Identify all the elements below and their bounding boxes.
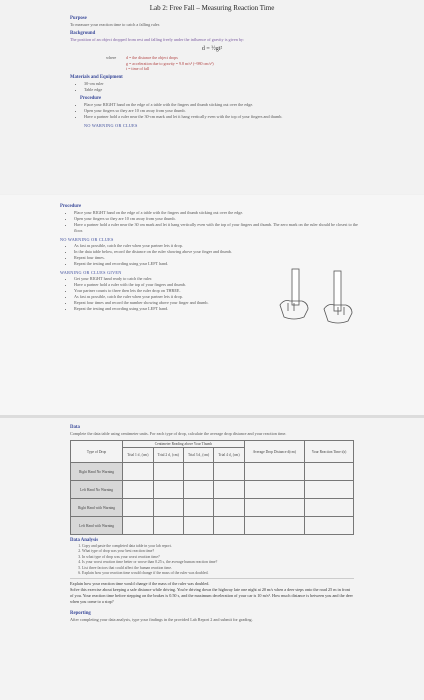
list-item: 5. List three factors that could affect the human reaction time. (82, 566, 354, 571)
where-label: where (106, 55, 117, 60)
where-item: d = the distance the object drops (126, 55, 178, 60)
procedure-heading: Procedure (60, 204, 82, 209)
no-warning-heading: NO WARNING OR CLUES (60, 237, 114, 242)
table-header: Trial 1 d₁ (cm) (123, 448, 153, 463)
table-cell[interactable] (244, 481, 304, 499)
purpose-text: To measure your reaction time to catch a falling ruler. (70, 22, 160, 27)
table-header: Trial 3 d₃ (cm) (183, 448, 213, 463)
list-item: • Repeat the testing and recording using your LEFT hand. (74, 306, 250, 312)
table-row (71, 481, 354, 499)
data-table (70, 440, 354, 535)
where-item: t = time of fall (126, 66, 150, 71)
materials-list (70, 81, 354, 93)
row-label: Right Hand with Warning (71, 499, 123, 517)
table-cell[interactable] (183, 499, 213, 517)
analysis-heading: Data Analysis (70, 538, 99, 543)
list-item: • Table edge (84, 87, 354, 93)
procedure-list (70, 102, 354, 120)
list-item: 6. Explain how your reaction time would change if the mass of the ruler was doubled. (82, 571, 354, 576)
table-header: Your Reaction Time t(s) (305, 441, 354, 463)
background-heading: Background (70, 31, 96, 36)
row-label: Left Hand No Warning (71, 481, 123, 499)
table-cell[interactable] (153, 499, 183, 517)
list-item: • Open your fingers so they are 10 cm away from your thumb. (84, 108, 354, 114)
list-item: • Repeat the testing and recording using your LEFT hand. (74, 261, 250, 267)
list-item: • Repeat four times and record the number showing above your finger and thumb. (74, 300, 250, 306)
table-cell[interactable] (153, 517, 183, 535)
table-cell[interactable] (153, 481, 183, 499)
table-header: Trial 4 d₄ (cm) (214, 448, 244, 463)
warning-given-list (60, 276, 250, 312)
list-item: • Get your RIGHT hand ready to catch the ruler. (74, 276, 250, 282)
list-item: • As fast as possible, catch the ruler when your partner lets it drop. (74, 294, 250, 300)
table-cell[interactable] (305, 463, 354, 481)
list-item: 2. What type of drop was your best reaction time? (82, 549, 354, 554)
page-1 (0, 0, 424, 195)
page-2 (0, 195, 424, 415)
no-warning-list (60, 243, 250, 267)
warning-heading: NO WARNING OR CLUES (84, 122, 138, 128)
table-cell[interactable] (183, 517, 213, 535)
hand-sketch-left (280, 269, 308, 319)
table-cell[interactable] (244, 499, 304, 517)
question-8: Solve this exercise about keeping a safe distance while driving. You're driving down the highway late one night at 20 m/s when a deer steps onto the road 25 m in front of you. Your reaction time before stepping on the brakes is 0.50 s, and the maximum deceleration of your car is 10 m/s². How much distance is between you and the deer when you come to a stop? (70, 587, 353, 605)
background-text: The position of an object dropped from rest and falling freely under the influence of gravity is given by: (70, 37, 245, 42)
list-item: • Open your fingers so they are 10 cm away from your thumb. (74, 216, 364, 222)
table-cell[interactable] (244, 517, 304, 535)
list-item: 1. Copy and paste the completed data table in your lab report. (82, 544, 354, 549)
table-cell[interactable] (123, 481, 153, 499)
list-item: • Your partner counts to three then lets the ruler drop on THREE. (74, 288, 250, 294)
data-text: Complete the data table using centimeter units. For each type of drop, calculate the average drop distance and your reaction time. (70, 431, 287, 436)
list-item: 3. In what type of drop was your worst reaction time? (82, 555, 354, 560)
hand-sketch-right (324, 271, 352, 323)
reporting-heading: Reporting (70, 611, 91, 617)
list-item: 4. Is your worst reaction time better or worse than 0.25 s, the average human reaction time? (82, 560, 354, 565)
table-cell[interactable] (183, 481, 213, 499)
list-item: • Place your RIGHT hand on the edge of a table with the fingers and thumb sticking out over the edge. (84, 102, 354, 108)
list-item: • As fast as possible, catch the ruler when your partner lets it drop. (74, 243, 250, 249)
table-cell[interactable] (305, 481, 354, 499)
reporting-text: After completing your data analysis, type your findings in the provided Lab Report 2 and submit for grading. (70, 617, 253, 623)
list-item: • In the data table below, record the distance on the ruler showing above your finger and thumb. (74, 249, 250, 255)
list-item: • Have a partner hold a ruler near the 30-cm mark and let it hang vertically even with the top of your fingers and thumb. (84, 114, 354, 120)
table-cell[interactable] (214, 481, 244, 499)
materials-heading: Materials and Equipment (70, 74, 123, 80)
ruler-shape (292, 269, 299, 305)
table-cell[interactable] (244, 463, 304, 481)
question-7: Explain how your reaction time would change if the mass of the ruler was doubled. (70, 581, 210, 587)
table-cell[interactable] (305, 499, 354, 517)
row-label: Right Hand No Warning (71, 463, 123, 481)
table-header: Trial 2 d₂ (cm) (153, 448, 183, 463)
table-cell[interactable] (153, 463, 183, 481)
procedure-heading: Procedure (80, 95, 102, 101)
table-cell[interactable] (214, 517, 244, 535)
list-item: • Place your RIGHT hand on the edge of a table with the fingers and thumb sticking out over the edge. (74, 210, 364, 216)
list-item: • 30-cm ruler (84, 81, 354, 87)
table-header: Type of Drop (71, 441, 123, 463)
analysis-list (70, 544, 354, 576)
purpose-heading: Purpose (70, 16, 87, 21)
table-cell[interactable] (214, 499, 244, 517)
table-row (71, 517, 354, 535)
table-cell[interactable] (123, 517, 153, 535)
where-item: g = acceleration due to gravity = 9.8 m/s² (~980 cm/s²) (126, 60, 214, 66)
table-caption: Centimeter Reading above Your Thumb (123, 441, 245, 448)
table-cell[interactable] (183, 463, 213, 481)
list-item: • Have a partner hold a ruler near the 30 cm mark and let it hang vertically even with the top of your fingers and thumb. The zero mark on the ruler should be closest to the floor. (74, 222, 364, 234)
table-cell[interactable] (305, 517, 354, 535)
table-row (71, 463, 354, 481)
procedure-list (60, 210, 364, 234)
row-label: Left Hand with Warning (71, 517, 123, 535)
warning-given-heading: WARNING OR CLUES GIVEN (60, 270, 122, 275)
data-heading: Data (70, 425, 80, 430)
ruler-catch-illustration (274, 265, 364, 335)
list-item: • Have a partner hold a ruler with the top of your fingers and thumb. (74, 282, 250, 288)
list-item: • Repeat four times. (74, 255, 250, 261)
table-cell[interactable] (214, 463, 244, 481)
table-header: Average Drop Distance d(cm) (244, 441, 304, 463)
table-row (71, 499, 354, 517)
lab-title: Lab 2: Free Fall – Measuring Reaction Time (149, 4, 275, 12)
table-cell[interactable] (123, 463, 153, 481)
table-cell[interactable] (123, 499, 153, 517)
free-fall-equation: d = ½gt² (201, 46, 223, 52)
page-3 (0, 418, 424, 700)
